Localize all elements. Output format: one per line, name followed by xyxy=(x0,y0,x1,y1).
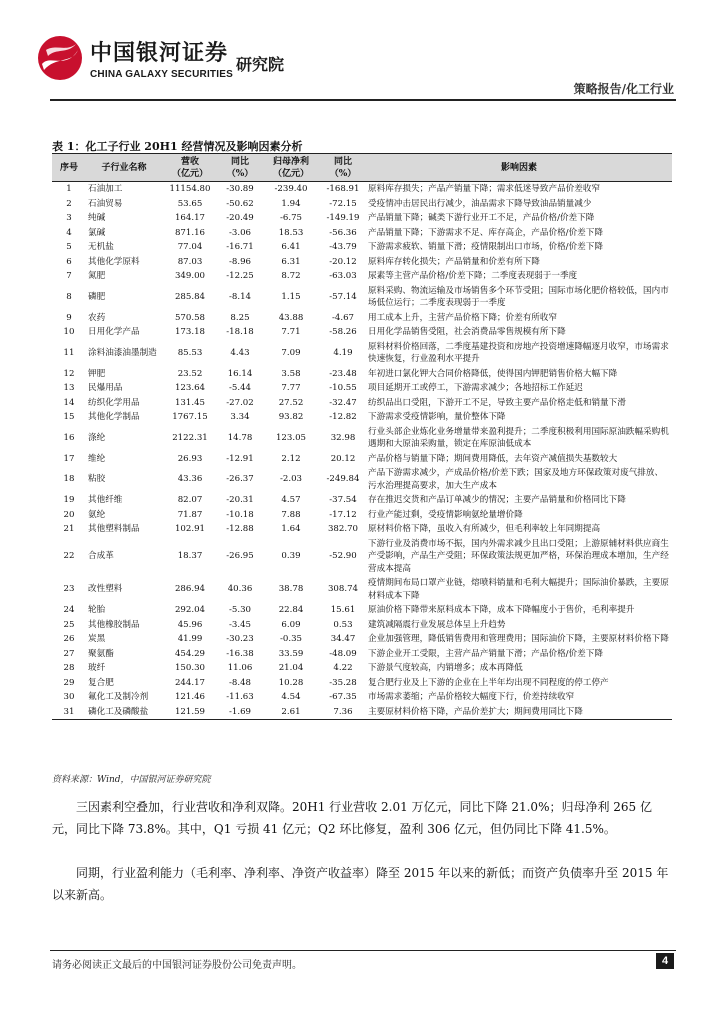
cell-revenue: 87.03 xyxy=(177,256,203,267)
cell-profit-yoy: -56.36 xyxy=(329,227,357,238)
cell-revenue-yoy: -12.91 xyxy=(226,453,254,464)
cell-revenue: 244.17 xyxy=(174,677,206,688)
cell-index: 23 xyxy=(63,584,75,595)
table-row xyxy=(52,211,672,226)
cell-revenue: 173.18 xyxy=(174,327,206,337)
cell-revenue-yoy: 11.06 xyxy=(227,663,253,673)
report-type: 策略报告/化工行业 xyxy=(573,82,674,96)
cell-subindustry: 其他纤维 xyxy=(88,495,123,505)
cell-revenue: 454.29 xyxy=(174,648,206,659)
cell-net-profit: 33.59 xyxy=(278,648,304,659)
cell-subindustry: 钾肥 xyxy=(88,368,106,379)
cell-subindustry: 粘胶 xyxy=(88,474,106,485)
cell-index: 8 xyxy=(66,291,72,302)
header-col-subindustry: 子行业名称 xyxy=(101,162,147,173)
cell-factors: 产品下游需求减少，产成品价格/价差下跌；国家及地方环保政策对废气排放、污水治理提高要求，加大生产成本 xyxy=(368,468,664,491)
cell-index: 17 xyxy=(63,453,75,464)
cell-net-profit: 6.31 xyxy=(281,256,301,267)
table-row xyxy=(52,381,672,396)
cell-factors: 纺织品出口受阻，下游开工不足，导致主要产品价格走低和销量下滑 xyxy=(368,397,626,408)
cell-index: 19 xyxy=(63,495,75,505)
cell-subindustry: 玻纤 xyxy=(88,663,106,673)
cell-subindustry: 氨纶 xyxy=(88,509,106,520)
cell-revenue: 286.94 xyxy=(174,584,206,595)
table-row xyxy=(52,269,672,284)
cell-profit-yoy: -23.48 xyxy=(329,368,357,379)
cell-index: 25 xyxy=(63,619,75,630)
cell-net-profit: 7.09 xyxy=(281,347,301,358)
cell-net-profit: 22.84 xyxy=(278,605,304,615)
cell-profit-yoy: -67.35 xyxy=(329,692,357,702)
cell-index: 9 xyxy=(66,312,72,323)
table-row xyxy=(52,340,672,367)
table-row xyxy=(52,197,672,212)
table-row xyxy=(52,618,672,633)
cell-profit-yoy: -17.12 xyxy=(329,509,357,520)
page-header xyxy=(0,0,724,100)
cell-subindustry: 无机盐 xyxy=(88,242,114,252)
table-title: 表 1：化工子行业 20H1 经营情况及影响因素分析 xyxy=(52,140,303,153)
cell-revenue-yoy: -16.71 xyxy=(226,242,254,252)
cell-subindustry: 石油加工 xyxy=(88,184,123,194)
institute-label: 研究院 xyxy=(236,55,285,74)
disclaimer: 请务必阅读正文最后的中国银河证券股份公司免责声明。 xyxy=(52,960,302,971)
cell-index: 15 xyxy=(63,412,75,422)
header-col-factors: 影响因素 xyxy=(500,162,537,173)
cell-revenue: 71.87 xyxy=(177,509,203,520)
cell-index: 6 xyxy=(66,256,72,267)
header-col-revenue: 营收 （亿元） xyxy=(171,156,208,179)
cell-revenue-yoy: -20.49 xyxy=(226,213,254,223)
table-row xyxy=(52,508,672,523)
data-source: 资料来源：Wind，中国银河证券研究院 xyxy=(52,775,211,785)
cell-net-profit: 4.57 xyxy=(281,495,301,505)
cell-profit-yoy: -48.09 xyxy=(329,648,357,659)
header-col-net-profit: 归母净利 （亿元） xyxy=(272,156,309,179)
cell-revenue: 43.36 xyxy=(177,474,203,485)
table-row xyxy=(52,522,672,537)
cell-index: 29 xyxy=(63,677,75,688)
cell-net-profit: 18.53 xyxy=(278,227,304,238)
cell-profit-yoy: -72.15 xyxy=(329,198,357,209)
cell-revenue: 2122.31 xyxy=(172,432,208,443)
table-row xyxy=(52,255,672,270)
cell-subindustry: 炭黑 xyxy=(88,634,106,644)
cell-net-profit: 6.09 xyxy=(281,619,301,630)
cell-revenue: 121.59 xyxy=(162,705,218,720)
cell-index: 24 xyxy=(63,605,75,615)
cell-revenue-yoy: -26.37 xyxy=(226,474,254,485)
cell-factors: 建筑减隔震行业发展总体呈上升趋势 xyxy=(368,619,506,630)
cell-profit-yoy: -37.54 xyxy=(329,495,357,505)
cell-factors: 下游企业开工受限，主营产品产销量下滑；产品价格/价差下降 xyxy=(368,648,603,659)
table-row xyxy=(52,396,672,411)
cell-factors: 行业头部企业炼化业务增量带来盈利提升；二季度积极利用国际原油跌幅采购机遇期和大原油采购量，锁定在库原油低成本 xyxy=(368,426,669,449)
cell-revenue-yoy: -27.02 xyxy=(226,397,254,408)
table-row xyxy=(52,466,672,493)
cell-revenue-yoy: -3.06 xyxy=(228,227,252,238)
cell-index: 18 xyxy=(63,474,75,485)
cell-index: 1 xyxy=(66,184,72,194)
cell-net-profit: 4.54 xyxy=(281,692,301,702)
cell-revenue-yoy: -20.31 xyxy=(226,495,254,505)
cell-profit-yoy: -4.67 xyxy=(331,312,355,323)
cell-subindustry: 氮肥 xyxy=(88,271,106,281)
cell-profit-yoy: 32.98 xyxy=(330,432,356,443)
cell-factors: 受疫情冲击居民出行减少，油品需求下降导致油品销量减少 xyxy=(368,198,592,209)
cell-subindustry: 合成革 xyxy=(88,551,114,561)
cell-net-profit: 0.39 xyxy=(281,551,301,561)
header-col-index: 序号 xyxy=(59,162,78,173)
cell-index: 20 xyxy=(63,509,75,520)
cell-revenue: 123.64 xyxy=(174,383,206,393)
cell-factors: 原油价格下降带来原料成本下降，成本下降幅度小于售价，毛利率提升 xyxy=(368,605,635,615)
cell-net-profit: -239.40 xyxy=(274,184,308,194)
cell-subindustry: 纯碱 xyxy=(88,213,106,223)
cell-net-profit: -6.75 xyxy=(279,213,303,223)
cell-index: 4 xyxy=(66,227,72,238)
cell-net-profit: 8.72 xyxy=(281,271,301,281)
table-row xyxy=(52,676,672,691)
cell-factors: 下游需求疲软、销量下滑；疫情限制出口市场，价格/价差下降 xyxy=(368,242,603,252)
cell-subindustry: 其他化学制品 xyxy=(88,412,140,422)
table-row xyxy=(52,705,672,720)
header-col-profit-yoy: 同比 （%） xyxy=(329,156,357,179)
cell-net-profit: 6.41 xyxy=(281,242,301,252)
cell-revenue: 77.04 xyxy=(177,242,203,252)
cell-factors: 日用化学品销售受阻，社会消费品零售规模有所下降 xyxy=(368,327,566,337)
body-paragraph-1: 三因素利空叠加，行业营收和净利双降。20H1 行业营收 2.01 万亿元，同比下降 21.0%；归母净利 265 亿元，同比下降 73.8%。其中，Q1 亏损 41 亿元；Q2 环比修复，盈利 306 亿元，但仍同比下降 41.5%。 xyxy=(52,800,653,836)
table-row xyxy=(52,690,672,705)
cell-profit-yoy: -20.12 xyxy=(329,256,357,267)
cell-net-profit: 10.28 xyxy=(278,677,304,688)
table-row xyxy=(52,182,672,197)
cell-subindustry: 复合肥 xyxy=(88,677,114,688)
logo-english-name: CHINA GALAXY SECURITIES xyxy=(90,69,233,80)
cell-factors: 疫情期间布局口罩产业链，熔喷料销量和毛利大幅提升；国际油价暴跌，主要原材料成本下降 xyxy=(368,578,669,601)
cell-factors: 原料库存损失；产品产销量下降；需求低迷导致产品价差收窄 xyxy=(368,184,601,194)
table-row xyxy=(52,410,672,425)
footer-divider xyxy=(50,950,676,951)
cell-profit-yoy: 382.70 xyxy=(327,524,359,534)
cell-revenue-yoy: 8.25 xyxy=(230,312,250,323)
cell-factors: 复合肥行业及上下游的企业在上半年均出现不同程度的停工停产 xyxy=(368,677,609,688)
cell-factors: 行业产能过剩，受疫情影响氨纶量增价降 xyxy=(368,509,523,520)
cell-factors: 原材料价格下降，虽收入有所减少，但毛利率较上年同期提高 xyxy=(368,524,601,534)
cell-net-profit: -2.03 xyxy=(279,474,303,485)
header-col-revenue-yoy: 同比 （%） xyxy=(226,156,254,179)
galaxy-logo-icon xyxy=(36,34,84,82)
cell-revenue-yoy: -12.25 xyxy=(226,271,254,281)
cell-index: 13 xyxy=(63,383,75,393)
cell-profit-yoy: -10.55 xyxy=(329,383,357,393)
cell-revenue: 102.91 xyxy=(174,524,206,534)
cell-revenue: 150.30 xyxy=(174,663,206,673)
cell-profit-yoy: -52.90 xyxy=(329,551,357,561)
cell-net-profit: 93.82 xyxy=(278,412,304,422)
cell-index: 7 xyxy=(66,271,72,281)
cell-revenue-yoy: 4.43 xyxy=(230,347,250,358)
cell-index: 26 xyxy=(63,634,75,644)
cell-revenue: 292.04 xyxy=(174,605,206,615)
cell-revenue: 871.16 xyxy=(174,227,206,238)
table-row xyxy=(52,325,672,340)
cell-subindustry: 其他橡胶制品 xyxy=(88,619,140,630)
cell-profit-yoy: -249.84 xyxy=(326,474,360,485)
cell-factors: 原料采购、物流运输及市场销售多个环节受阻；国际市场化肥价格较低，国内市场低位运行；二季度表现弱于一季度 xyxy=(368,285,669,308)
cell-subindustry: 轮胎 xyxy=(88,605,106,615)
cell-subindustry: 纺织化学用品 xyxy=(88,397,140,408)
table-row xyxy=(52,493,672,508)
table-row xyxy=(52,367,672,382)
cell-revenue-yoy: -50.62 xyxy=(226,198,254,209)
cell-index: 11 xyxy=(63,347,75,358)
cell-revenue: 41.99 xyxy=(177,634,203,644)
cell-factors: 主要原材料价格下降，产品价差扩大；期间费用同比下降 xyxy=(366,705,672,720)
cell-profit-yoy: -168.91 xyxy=(326,184,360,194)
table-row xyxy=(52,425,672,452)
cell-index: 12 xyxy=(63,368,75,379)
cell-subindustry: 涤纶 xyxy=(88,432,106,443)
cell-factors: 存在推迟交货和产品订单减少的情况；主要产品销量和价格同比下降 xyxy=(368,495,626,505)
table-row xyxy=(52,576,672,603)
cell-profit-yoy: 0.53 xyxy=(333,619,353,630)
cell-revenue-yoy: 16.14 xyxy=(227,368,253,379)
cell-net-profit: 3.58 xyxy=(281,368,301,379)
cell-profit-yoy: -43.79 xyxy=(329,242,357,252)
cell-revenue-yoy: -16.38 xyxy=(226,648,254,659)
cell-revenue: 85.53 xyxy=(177,347,203,358)
cell-revenue: 82.07 xyxy=(177,495,203,505)
cell-revenue: 11154.80 xyxy=(169,184,211,194)
cell-revenue-yoy: -8.48 xyxy=(228,677,252,688)
cell-factors: 产品销量下降；下游需求不足、库存高企，产品价格/价差下降 xyxy=(368,227,603,238)
cell-index: 5 xyxy=(66,242,72,252)
cell-index: 31 xyxy=(52,705,86,720)
cell-revenue-yoy: -5.44 xyxy=(228,383,252,393)
cell-factors: 原料材料价格回落，二季度基建投资和房地产投资增速降幅逐月收窄，市场需求快速恢复，行业盈利水平提升 xyxy=(368,341,669,364)
cell-revenue: 45.96 xyxy=(177,619,203,630)
cell-revenue-yoy: -10.18 xyxy=(226,509,254,520)
table-row xyxy=(52,452,672,467)
cell-factors: 企业加强管理，降低销售费用和管理费用；国际油价下降，主要原材料价格下降 xyxy=(368,634,669,644)
cell-index: 21 xyxy=(63,524,75,534)
cell-factors: 下游景气度较高，内销增多；成本再降低 xyxy=(368,663,523,673)
cell-revenue: 1767.15 xyxy=(172,412,208,422)
cell-profit-yoy: -63.03 xyxy=(329,271,357,281)
cell-profit-yoy: -35.28 xyxy=(329,677,357,688)
cell-profit-yoy: 7.36 xyxy=(320,705,366,720)
cell-revenue-yoy: -8.14 xyxy=(228,291,252,302)
cell-subindustry: 农药 xyxy=(88,312,106,323)
cell-revenue-yoy: -30.89 xyxy=(226,184,254,194)
cell-revenue: 131.45 xyxy=(174,397,206,408)
cell-index: 14 xyxy=(63,397,75,408)
cell-subindustry: 民爆用品 xyxy=(88,383,123,393)
cell-profit-yoy: -32.47 xyxy=(329,397,357,408)
cell-subindustry: 改性塑料 xyxy=(88,584,123,595)
table-row xyxy=(52,537,672,577)
cell-profit-yoy: 34.47 xyxy=(330,634,356,644)
cell-factors: 用工成本上升，主营产品价格下降；价差有所收窄 xyxy=(368,312,558,323)
table-body xyxy=(52,182,672,720)
cell-net-profit: 21.04 xyxy=(278,663,304,673)
cell-revenue: 121.46 xyxy=(174,692,206,702)
table-row xyxy=(52,661,672,676)
cell-factors: 下游行业及消费市场不振，国内外需求减少且出口受阻；上游原辅材料供应商生产受影响，产品生产受阻；环保政策法规更加严格，环保治理成本增加，生产经营成本提高 xyxy=(368,538,669,574)
cell-net-profit: 7.71 xyxy=(281,327,301,337)
cell-net-profit: 2.12 xyxy=(281,453,301,464)
cell-net-profit: 43.88 xyxy=(278,312,304,323)
cell-index: 2 xyxy=(66,198,72,209)
cell-revenue: 53.65 xyxy=(177,198,203,209)
table-row xyxy=(52,603,672,618)
cell-subindustry: 氟化工及制冷剂 xyxy=(88,692,149,702)
cell-revenue-yoy: -12.88 xyxy=(226,524,254,534)
cell-profit-yoy: -149.19 xyxy=(326,213,360,223)
cell-factors: 下游需求受疫情影响，量价整体下降 xyxy=(368,412,506,422)
cell-revenue-yoy: -26.95 xyxy=(226,551,254,561)
cell-revenue-yoy: 3.34 xyxy=(230,412,250,422)
cell-subindustry: 日用化学产品 xyxy=(88,327,140,337)
table-row xyxy=(52,647,672,662)
cell-revenue-yoy: 40.36 xyxy=(227,584,253,595)
cell-index: 22 xyxy=(63,551,75,561)
cell-revenue-yoy: -5.30 xyxy=(228,605,252,615)
cell-profit-yoy: 20.12 xyxy=(330,453,356,464)
cell-subindustry: 维纶 xyxy=(88,453,106,464)
cell-revenue: 23.52 xyxy=(177,368,203,379)
cell-revenue: 164.17 xyxy=(174,213,206,223)
cell-subindustry: 磷肥 xyxy=(88,291,106,302)
cell-index: 16 xyxy=(63,432,75,443)
cell-revenue-yoy: -11.63 xyxy=(226,692,254,702)
cell-profit-yoy: 15.61 xyxy=(330,605,356,615)
cell-net-profit: 1.94 xyxy=(281,198,301,209)
cell-net-profit: 7.77 xyxy=(281,383,301,393)
cell-subindustry: 其他塑料制品 xyxy=(88,524,140,534)
cell-net-profit: 27.52 xyxy=(278,397,304,408)
cell-revenue: 26.93 xyxy=(177,453,203,464)
cell-factors: 项目延期开工或停工，下游需求减少；各地招标工作延迟 xyxy=(368,383,583,393)
cell-revenue: 570.58 xyxy=(174,312,206,323)
cell-subindustry: 氯碱 xyxy=(88,227,106,238)
cell-index: 27 xyxy=(63,648,75,659)
cell-net-profit: 38.78 xyxy=(278,584,304,595)
cell-factors: 产品价格与销量下降；期间费用降低，去年资产减值损失基数较大 xyxy=(368,453,618,464)
cell-revenue-yoy: -8.96 xyxy=(228,256,252,267)
cell-profit-yoy: 4.22 xyxy=(333,663,353,673)
cell-revenue: 349.00 xyxy=(174,271,206,281)
industry-table xyxy=(52,153,672,720)
cell-profit-yoy: 4.19 xyxy=(333,347,353,358)
cell-index: 28 xyxy=(63,663,75,673)
cell-factors: 尿素等主营产品价格/价差下降；二季度表现弱于一季度 xyxy=(368,271,578,281)
table-row xyxy=(52,240,672,255)
cell-revenue-yoy: -30.23 xyxy=(226,634,254,644)
cell-revenue: 18.37 xyxy=(177,551,203,561)
cell-factors: 年初进口氯化钾大合同价格降低，使得国内钾肥销售价格大幅下降 xyxy=(368,368,618,379)
cell-subindustry: 聚氨酯 xyxy=(88,648,114,659)
cell-revenue-yoy: -3.45 xyxy=(228,619,252,630)
cell-net-profit: 1.64 xyxy=(281,524,301,534)
cell-revenue-yoy: -1.69 xyxy=(218,705,262,720)
cell-profit-yoy: -57.14 xyxy=(329,291,357,302)
cell-revenue: 285.84 xyxy=(174,291,206,302)
table-header-row xyxy=(52,154,672,182)
cell-profit-yoy: -12.82 xyxy=(329,412,357,422)
company-logo xyxy=(36,34,233,82)
cell-factors: 产品销量下降；碱类下游行业开工不足，产品价格/价差下降 xyxy=(368,213,595,223)
cell-subindustry: 磷化工及磷酸盐 xyxy=(86,705,162,720)
cell-net-profit: 7.88 xyxy=(281,509,301,520)
table-row xyxy=(52,632,672,647)
cell-factors: 市场需求萎缩；产品价格较大幅度下行，价差持续收窄 xyxy=(368,692,575,702)
cell-factors: 原料库存转化损失；产品销量和价差有所下降 xyxy=(368,256,540,267)
cell-subindustry: 其他化学原料 xyxy=(88,256,140,267)
cell-revenue-yoy: 14.78 xyxy=(227,432,253,443)
cell-net-profit: -0.35 xyxy=(279,634,303,644)
cell-index: 30 xyxy=(63,692,75,702)
cell-revenue-yoy: -18.18 xyxy=(226,327,254,337)
table-row xyxy=(52,226,672,241)
cell-subindustry: 涂料油漆油墨制造 xyxy=(88,347,157,358)
page-number: 4 xyxy=(656,953,674,969)
cell-subindustry: 石油贸易 xyxy=(88,198,123,209)
header-divider xyxy=(50,99,676,101)
table-row xyxy=(52,284,672,311)
cell-net-profit: 123.05 xyxy=(275,432,307,443)
cell-index: 3 xyxy=(66,213,72,223)
cell-net-profit: 1.15 xyxy=(281,291,301,302)
table-row xyxy=(52,311,672,326)
cell-net-profit: 2.61 xyxy=(262,705,320,720)
body-paragraph-2: 同期，行业盈利能力（毛利率、净利率、净资产收益率）降至 2015 年以来的新低；而资产负债率升至 2015 年以来新高。 xyxy=(52,866,669,902)
logo-chinese-name: 中国银河证券 xyxy=(90,41,229,66)
cell-profit-yoy: -58.26 xyxy=(329,327,357,337)
cell-profit-yoy: 308.74 xyxy=(327,584,359,595)
cell-index: 10 xyxy=(63,327,75,337)
